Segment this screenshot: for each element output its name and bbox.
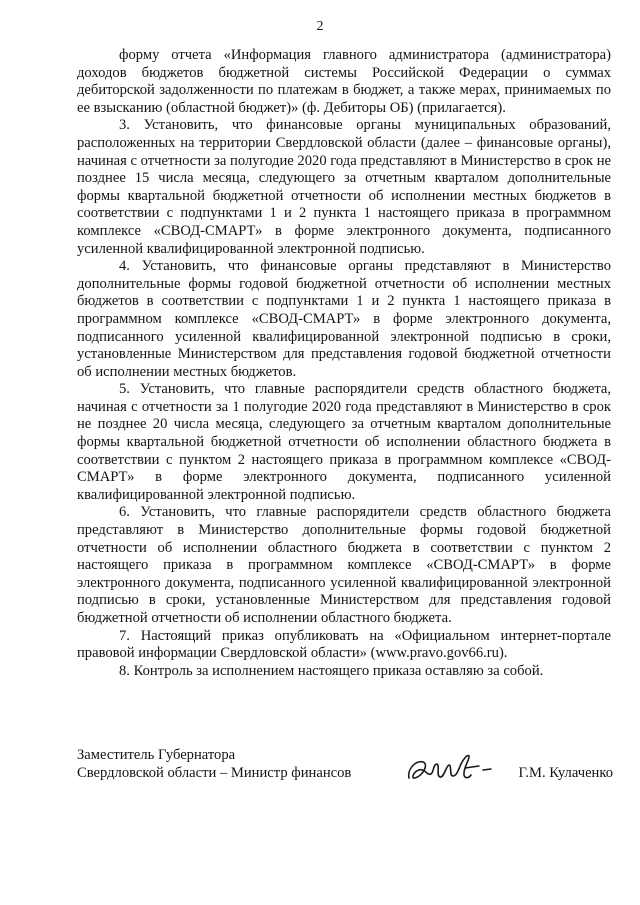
paragraph-7-publication: 7. Настоящий приказ опубликовать на «Официальном интернет-портале правовой информации Свердловской области» (www.pravo.gov66.ru). [77, 627, 611, 662]
paragraph-6-annual-regional: 6. Установить, что главные распорядители средств областного бюджета представляют в Министерство дополнительные формы годовой бюджетной отчетности об исполнении областного бюджета в соответствии с пунктом 2 настоящего приказа в программном комплексе «СВОД-СМАРТ» в форме электронного документа, подписанного усиленной квалифицированной электронной подписью в сроки, установленные Министерством для представления годовой бюджетной отчетности об исполнении областного бюджета. [77, 504, 611, 626]
paragraph-4-annual-reporting: 4. Установить, что финансовые органы представляют в Министерство дополнительные формы годовой бюджетной отчетности об исполнении местных бюджетов в соответствии с подпунктами 1 и 2 пункта 1 настоящего приказа в программном комплексе «СВОД-СМАРТ» в форме электронного документа, подписанного усиленной квалифицированной электронной подписью в сроки, установленные Министерством для представления годовой бюджетной отчетности об исполнении местных бюджетов. [77, 258, 611, 380]
paragraph-5-quarterly-regional: 5. Установить, что главные распорядители средств областного бюджета, начиная с отчетности за 1 полугодие 2020 года представляют в Министерство в срок не позднее 20 числа месяца, следующего за отчетным кварталом дополнительные формы квартальной бюджетной отчетности об исполнении областного бюджета в соответствии с пунктом 2 настоящего приказа в программном комплексе «СВОД-СМАРТ» в форме электронного документа, подписанного усиленной квалифицированной электронной подписью. [77, 381, 611, 503]
signature-block [77, 746, 617, 790]
signatory-name: Г.М. Кулаченко [518, 765, 613, 781]
paragraph-8-control: 8. Контроль за исполнением настоящего приказа оставляю за собой. [119, 662, 544, 679]
document-body [77, 47, 611, 680]
signatory-title [77, 746, 351, 782]
handwritten-signature [403, 748, 499, 788]
page-number: 2 [316, 19, 324, 34]
paragraph-form-continuation: форму отчета «Информация главного администратора (администратора) доходов бюджетов бюджетной системы Российской Федерации о суммах дебиторской задолженности по платежам в бюджет, а также мерах, принимаемых по ее взысканию (областной бюджет)» (ф. Дебиторы ОБ) (прилагается). [77, 47, 611, 116]
signatory-title-line-1: Заместитель Губернатора [77, 747, 236, 763]
paragraph-3-municipal-reporting: 3. Установить, что финансовые органы муниципальных образований, расположенных на территории Свердловской области (далее – финансовые органы), начиная с отчетности за полугодие 2020 года представляют в Министерство в срок не позднее 15 числа месяца, следующего за отчетным кварталом дополнительные формы квартальной бюджетной отчетности об исполнении местных бюджетов в соответствии с подпунктами 1 и 2 пункта 1 настоящего приказа в программном комплексе «СВОД-СМАРТ» в форме электронного документа, подписанного усиленной квалифицированной электронной подписью. [77, 117, 611, 257]
signatory-title-line-2: Свердловской области – Министр финансов [77, 765, 352, 781]
